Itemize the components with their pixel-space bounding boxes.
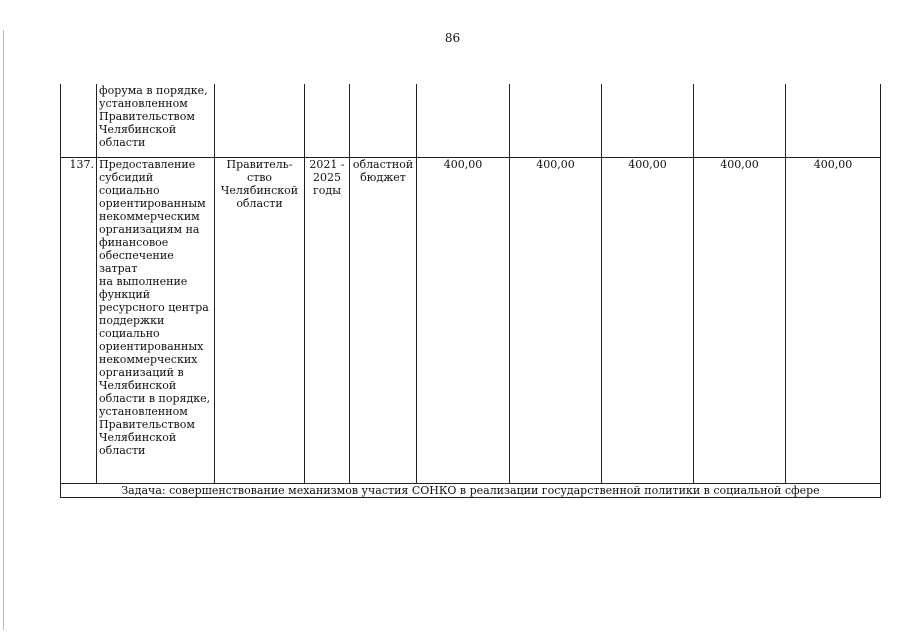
description-line: Челябинской [99,378,177,392]
task-row [61,483,881,497]
description-line: социально [99,183,160,197]
description-line: Правительством [99,417,195,431]
amount-cell: 400,00 [694,157,786,483]
description-line: на выполнение [99,274,188,288]
description-line: Челябинской [99,123,177,136]
table-row [61,157,881,483]
amount-cell [417,84,510,157]
amount-cell [694,84,786,157]
description-line: установленном [99,404,188,418]
amount-cell: 400,00 [786,157,881,483]
description-line: области [99,136,146,149]
description-line: организациям на [99,222,200,236]
description-line: форума в порядке, [99,84,208,97]
description-line: ориентированных [99,339,204,353]
description-line: области в порядке, [99,391,211,405]
period-cell [305,84,350,157]
description-line: субсидий [99,170,154,184]
executor-cell: Правитель-ство Челябинской области [215,157,305,483]
description-line: ориентированным [99,196,206,210]
measure-description-cell [97,157,215,483]
program-table-wrapper [60,84,880,498]
description-line: некоммерческим [99,209,200,223]
period-cell: 2021 - 2025 годы [305,157,350,483]
measure-description-cell [97,84,215,157]
executor-cell [215,84,305,157]
description-line: обеспечение затрат [99,248,174,275]
description-line: некоммерческих [99,352,198,366]
description-line: Челябинской [99,430,177,444]
task-description: Задача: совершенствование механизмов участия СОНКО в реализации государственной политики в социальной сфере [61,483,881,497]
description-line: социально [99,326,160,340]
amount-cell: 400,00 [510,157,602,483]
row-number-cell: 137. [61,157,97,483]
table-row [61,84,881,157]
description-line: поддержки [99,313,165,327]
description-line: функций [99,287,151,301]
amount-cell: 400,00 [602,157,694,483]
funding-source-cell [350,84,417,157]
row-number-cell [61,84,97,157]
description-line: установленном [99,97,188,110]
amount-cell [602,84,694,157]
description-line: организаций в [99,365,184,379]
funding-source-cell: областной бюджет [350,157,417,483]
amount-cell [510,84,602,157]
program-measures-table [60,84,881,498]
page-scan-edge [3,30,4,630]
page-number: 86 [444,31,461,45]
description-line: ресурсного центра [99,300,209,314]
description-line: области [99,443,146,457]
description-line: Правительством [99,110,195,123]
amount-cell [786,84,881,157]
description-line: финансовое [99,235,169,249]
amount-cell: 400,00 [417,157,510,483]
description-line: Предоставление [99,157,196,171]
